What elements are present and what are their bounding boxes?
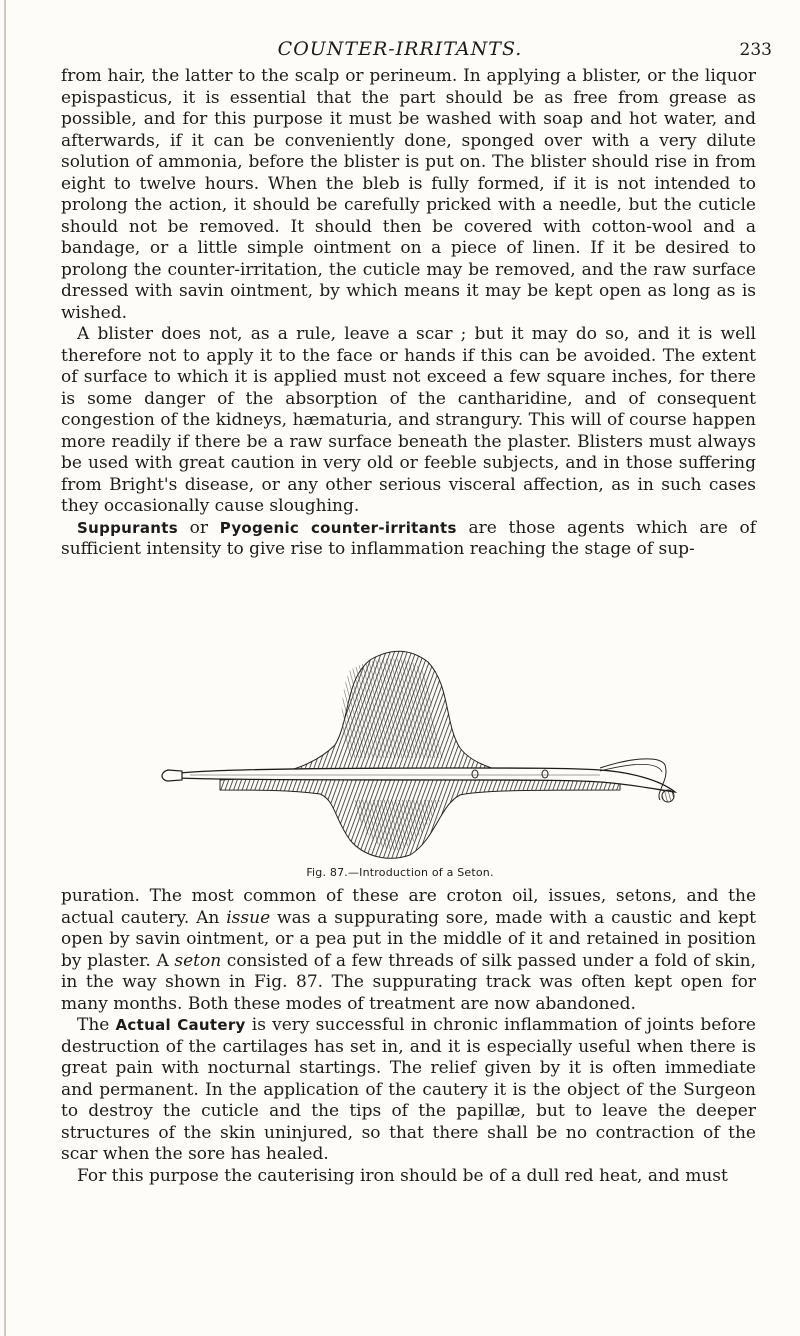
seton-illustration	[160, 640, 680, 865]
paragraph	[61, 886, 756, 1015]
term-actual-cautery: Actual Cautery	[115, 1016, 246, 1034]
paragraph-text: The	[77, 1015, 116, 1035]
thread-knot	[662, 790, 674, 802]
paragraph-text: or	[177, 517, 220, 538]
term-pyogenic: Pyogenic counter-irritants	[219, 518, 457, 537]
paragraph-text: puration. The most common of these are croton oil, issues, setons, and the actual cautery. An	[61, 886, 756, 928]
figure-caption: Fig. 87.—Introduction of a Seton.	[306, 866, 494, 879]
body-text-bottom	[61, 886, 756, 1187]
paragraph-text: is very successful in chronic inflammation of joints before destruction of the cartilages has set in, and it is especially useful when there is great pain with nocturnal startings. The relief given by it is often immediate and permanent. In the application of the cautery it is the object of the Surgeon to destroy the cuticle and the tips of the papillæ, but to leave the deeper structures of the skin uninjured, so that there shall be no contraction of the scar when the sore has healed.	[61, 1015, 756, 1164]
running-title: COUNTER-IRRITANTS.	[277, 38, 523, 60]
paragraph-text: consisted of a few threads of silk passed under a fold of skin, in the way shown in Fig. 87. The suppurating track was often kept open for many months. Both these modes of treatment are now abandoned.	[61, 950, 756, 1014]
page-edge	[4, 0, 6, 1336]
term-issue: issue	[226, 907, 271, 928]
body-text-top	[61, 66, 756, 561]
paragraph: A blister does not, as a rule, leave a scar ; but it may do so, and it is well therefore not to apply it to the face or hands if this can be avoided. The extent of surface to which it is applied must not exceed a few square inches, for there is some danger of the absorption of the cantharidine, and of consequent congestion of the kidneys, hæmaturia, and strangury. This will of course happen more readily if there be a raw surface beneath the plaster. Blisters must always be used with great caution in very old or feeble subjects, and in those suffering from Bright's disease, or any other serious visceral affection, as in such cases they occasionally cause sloughing.	[61, 324, 756, 516]
paragraph-text: are those agents which are of sufficient intensity to give rise to inflammation reaching the stage of sup-	[61, 517, 757, 559]
seton-figure-svg	[160, 640, 680, 865]
paragraph	[61, 518, 756, 561]
term-seton: seton	[174, 950, 222, 971]
paragraph	[61, 1015, 756, 1166]
paragraph-text: was a suppurating sore, made with a caustic and kept open by savin ointment, or a pea put in the middle of it and retained in position by plaster. A	[61, 907, 756, 971]
paragraph: For this purpose the cauterising iron should be of a dull red heat, and must	[77, 1165, 728, 1186]
paragraph: from hair, the latter to the scalp or perineum. In applying a blister, or the liquor epispasticus, it is essential that the part should be as free from grease as possible, and for this purpose it must be washed with soap and hot water, and afterwards, if it can be conveniently done, sponged over with a very dilute solution of ammonia, before the blister is put on. The blister should rise in from eight to twelve hours. When the bleb is fully formed, if it is not intended to prolong the action, it should be carefully pricked with a needle, but the cuticle should not be removed. It should then be covered with cotton-wool and a bandage, or a little simple ointment on a piece of linen. If it be desired to prolong the counter-irritation, the cuticle may be removed, and the raw surface dressed with savin ointment, by which means it may be kept open as long as is wished.	[61, 66, 756, 323]
page-header	[0, 38, 800, 64]
needle-handle	[162, 770, 182, 781]
term-suppurants: Suppurants	[77, 518, 178, 537]
page-number: 233	[739, 40, 772, 60]
